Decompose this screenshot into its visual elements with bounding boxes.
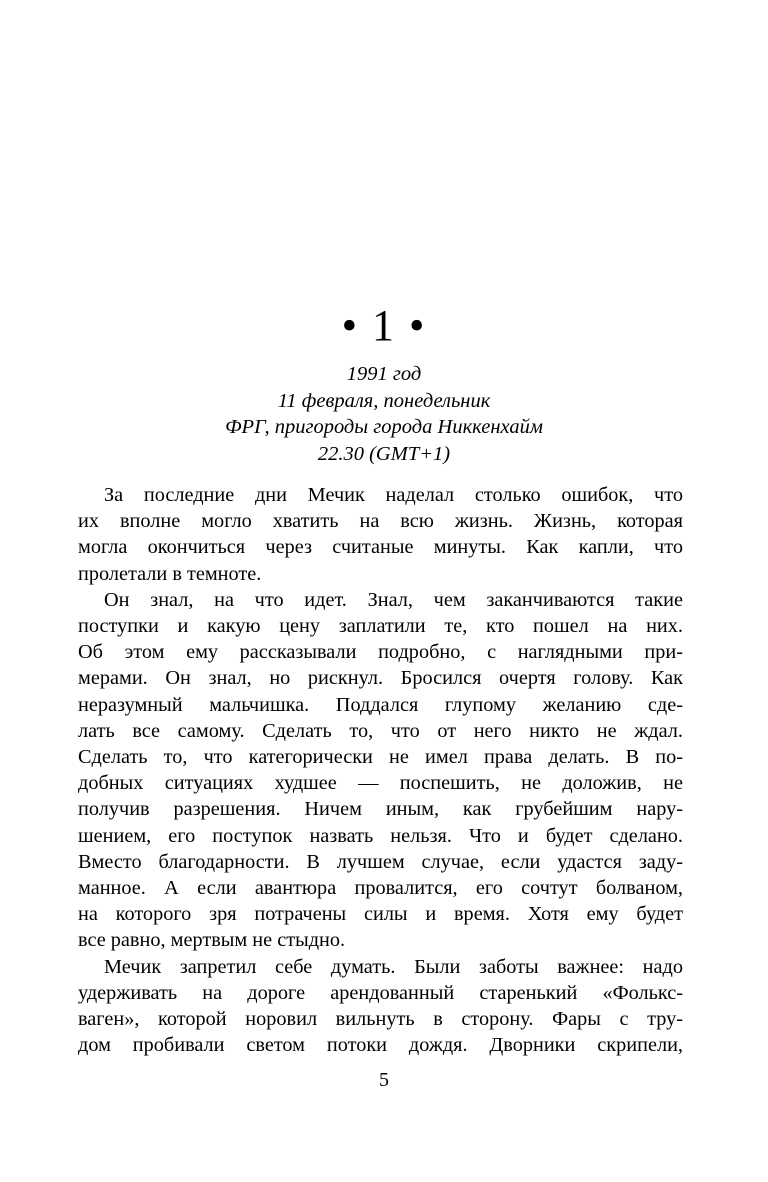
text-line: ваген», которой норовил вильнуть в сторону. Фары с тру-	[78, 1008, 683, 1031]
text-line: удерживать на дороге арендованный старенький «Фолькс-	[78, 981, 683, 1004]
text-line: Мечик запретил себе думать. Были заботы важнее: надо	[104, 955, 683, 978]
text-line: Вместо благодарности. В лучшем случае, если удастся заду-	[78, 850, 683, 873]
paragraph-2	[78, 587, 683, 954]
page-number: 5	[379, 1069, 389, 1091]
text-line: на которого зря потрачены силы и время. Хотя ему будет	[78, 903, 683, 926]
body-text	[78, 482, 683, 1058]
header-location: ФРГ, пригороды города Никкенхайм	[225, 416, 543, 438]
text-line: Он знал, на что идет. Знал, чем заканчиваются такие	[104, 588, 683, 611]
text-line: все равно, мертвым не стыдно.	[78, 929, 346, 952]
paragraph-3	[78, 954, 683, 1059]
text-line: поступки и какую цену заплатили те, кто пошел на них.	[78, 615, 683, 638]
text-line: пролетали в темноте.	[78, 562, 262, 585]
paragraph-1	[78, 482, 683, 587]
text-line: лать все самому. Сделать то, что от него никто не ждал.	[78, 719, 683, 742]
text-line: мерами. Он знал, но рискнул. Бросился очертя голову. Как	[78, 667, 683, 690]
text-line: Об этом ему рассказывали подробно, с наглядными при-	[78, 641, 683, 664]
header-time: 22.30 (GMT+1)	[317, 442, 451, 465]
text-line: дом пробивали светом потоки дождя. Дворники скрипели,	[78, 1034, 683, 1057]
text-line: могла окончиться через считаные минуты. Как капли, что	[78, 536, 683, 559]
text-line: Сделать то, что категорически не имел права делать. В по-	[78, 746, 683, 769]
chapter-header	[0, 361, 768, 467]
header-date: 11 февраля, понедельник	[277, 389, 491, 412]
text-line: За последние дни Мечик наделал столько ошибок, что	[104, 484, 683, 506]
text-line: неразумный мальчишка. Поддался глупому желанию сде-	[78, 693, 683, 716]
text-line: их вполне могло хватить на всю жизнь. Жизнь, которая	[78, 510, 683, 533]
text-line: получив разрешения. Ничем иным, как грубейшим нару-	[78, 798, 683, 821]
text-line: добных ситуациях худшее — поспешить, не доложив, не	[78, 772, 683, 795]
chapter-number: • 1 •	[341, 301, 427, 350]
text-line: манное. А если авантюра провалится, его сочтут болваном,	[78, 877, 683, 900]
text-line: шением, его поступок назвать нельзя. Что и будет сделано.	[78, 824, 683, 847]
header-year: 1991 год	[346, 363, 422, 385]
